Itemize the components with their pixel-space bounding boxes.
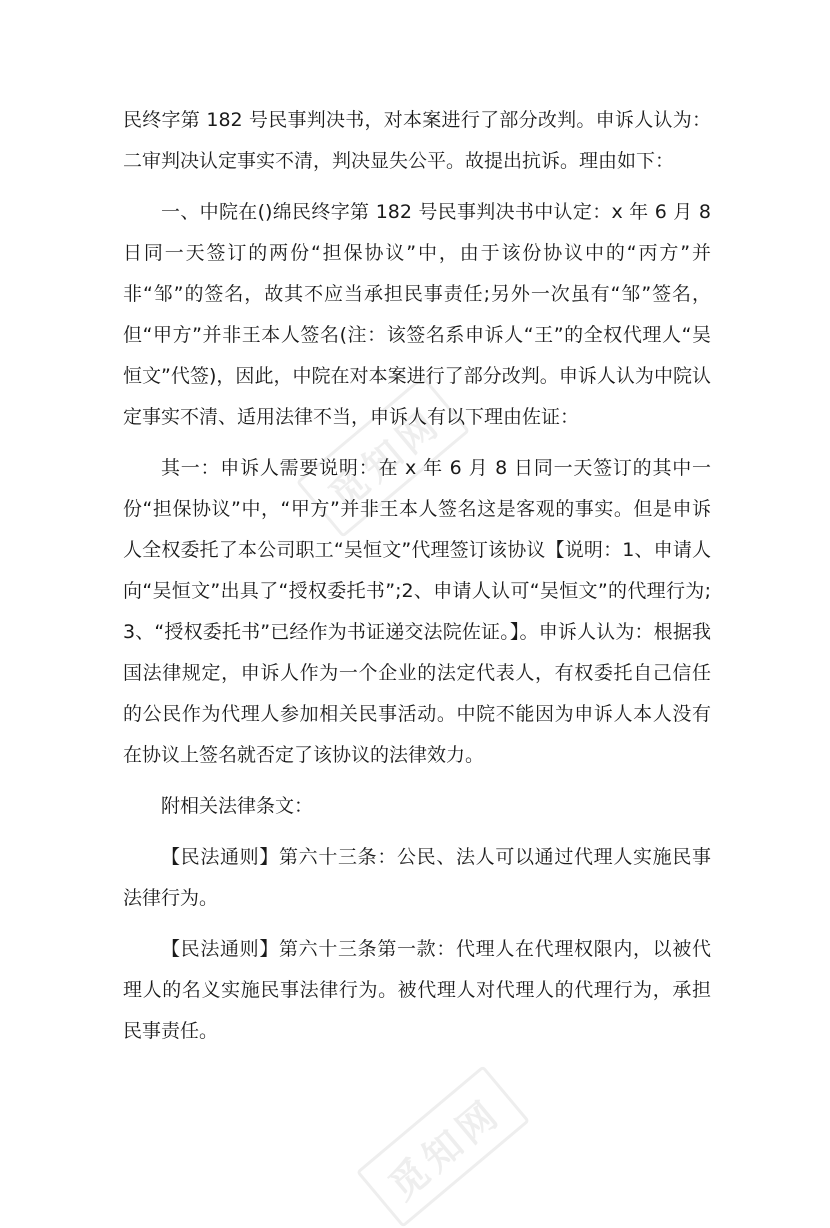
paragraph-law-article-2: 【民法通则】第六十三条第一款：代理人在代理权限内，以被代理人的名义实施民事法律行为。被代理人对代理人的代理行为，承担民事责任。 [123,938,711,1042]
document-body [123,100,711,1052]
paragraph-intro: 民终字第 182 号民事判决书，对本案进行了部分改判。申诉人认为：二审判决认定事实不清，判决显失公平。故提出抗诉。理由如下： [123,109,711,172]
paragraph-point-one: 一、中院在()绵民终字第 182 号民事判决书中认定：x 年 6 月 8 日同一天签订的两份“担保协议”中，由于该份协议中的“丙方”并非“邹”的签名，故其不应当承担民事责任;另外一次虽有“邹”签名，但“甲方”并非王本人签名(注：该签名系申诉人“王”的全权代理人“吴恒文”代签)，因此，中院在对本案进行了部分改判。申诉人认为中院认定事实不清、适用法律不当，申诉人有以下理由佐证： [123,201,711,428]
paragraph-reason-one: 其一：申诉人需要说明：在 x 年 6 月 8 日同一天签订的其中一份“担保协议”中，“甲方”并非王本人签名这是客观的事实。但是申诉人全权委托了本公司职工“吴恒文”代理签订该协议【说明：1、申请人向“吴恒文”出具了“授权委托书”;2、申请人认可“吴恒文”的代理行为;3、“授权委托书”已经作为书证递交法院佐证。】。申诉人认为：根据我国法律规定，申诉人作为一个企业的法定代表人，有权委托自己信任的公民作为代理人参加相关民事活动。中院不能因为申诉人本人没有在协议上签名就否定了该协议的法律效力。 [123,457,711,766]
watermark: 觅知网 [356,1065,530,1228]
paragraph-law-heading: 附相关法律条文： [161,795,314,817]
watermark: 觅知网 [296,375,470,538]
paragraph-law-article-1: 【民法通则】第六十三条：公民、法人可以通过代理人实施民事法律行为。 [123,846,711,909]
